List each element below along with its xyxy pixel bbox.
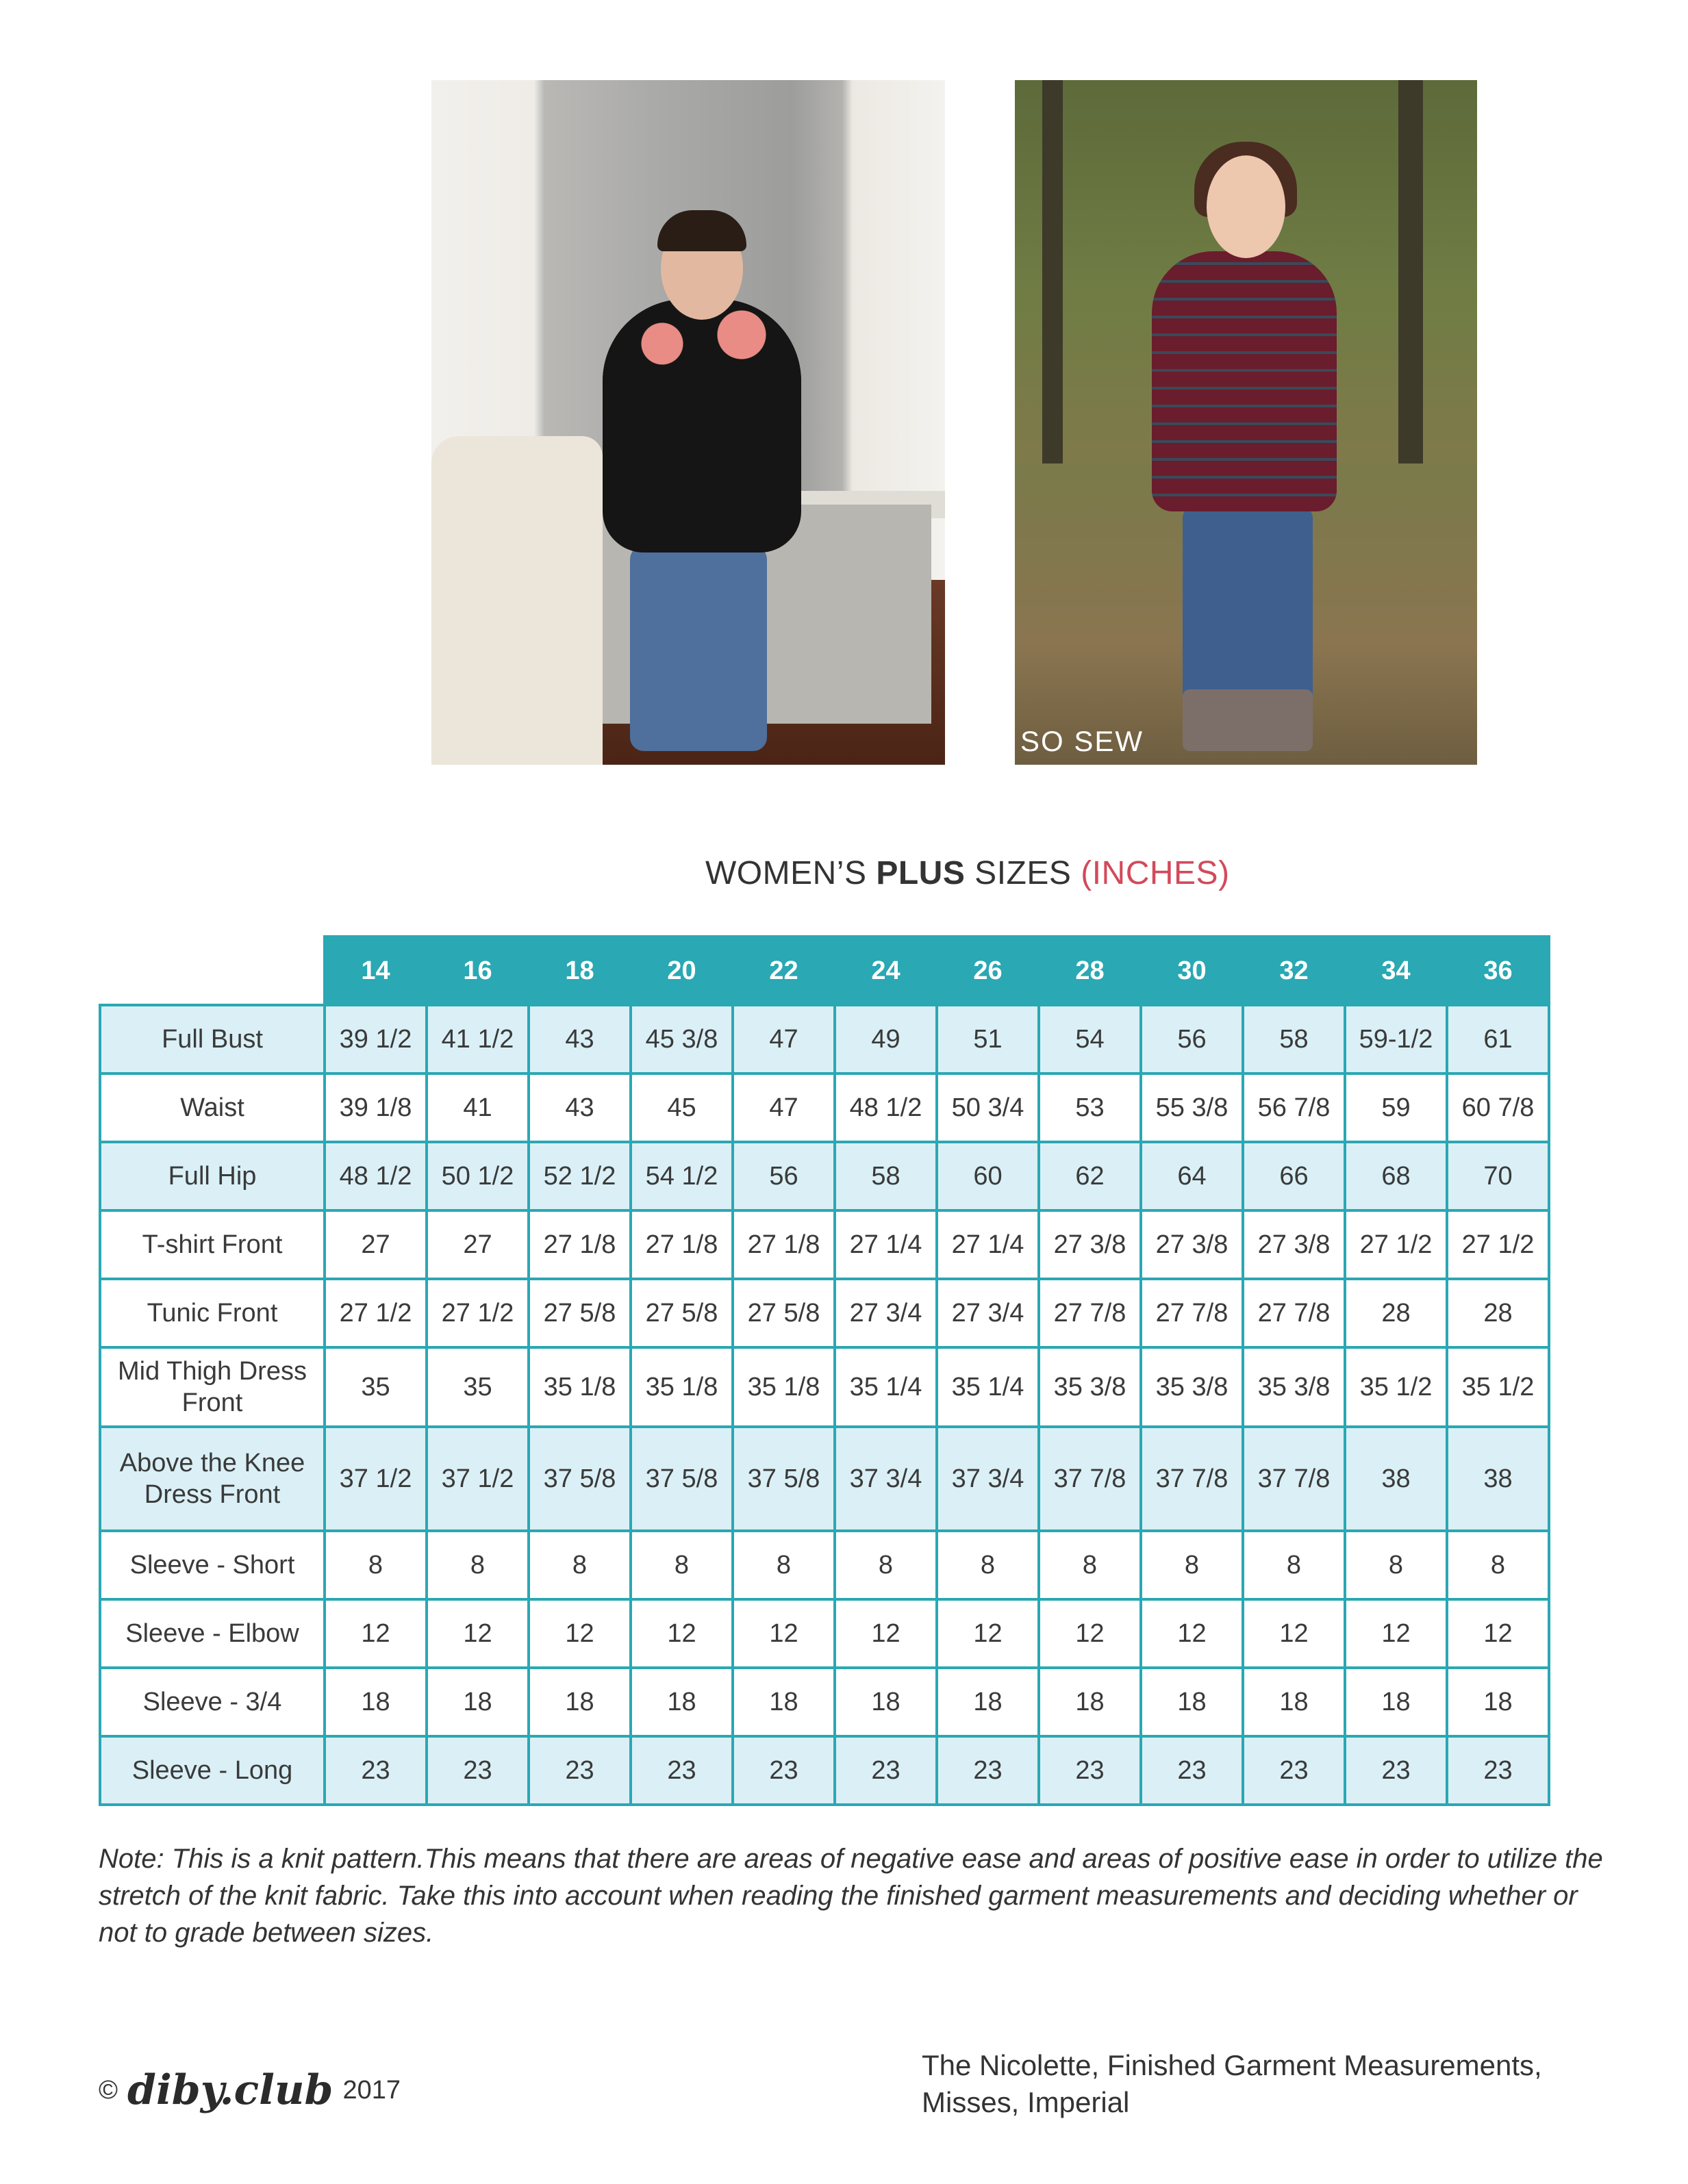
row-label	[100, 1347, 325, 1427]
cell: 35 1/8	[529, 1347, 631, 1427]
size-header: 28	[1039, 937, 1141, 1005]
cell: 27 5/8	[529, 1279, 631, 1347]
row-label: Sleeve - Long	[100, 1736, 325, 1805]
row-tshirt-front	[100, 1210, 1549, 1279]
size-header: 36	[1447, 937, 1549, 1005]
cell: 45 3/8	[631, 1005, 733, 1074]
cell: 27 1/8	[733, 1210, 835, 1279]
cell: 23	[835, 1736, 937, 1805]
cell: 37 7/8	[1039, 1427, 1141, 1531]
row-full-bust	[100, 1005, 1549, 1074]
row-label: Full Hip	[100, 1142, 325, 1210]
size-header: 30	[1141, 937, 1243, 1005]
tree-trunk	[1398, 80, 1423, 491]
person-boots	[1183, 689, 1313, 751]
cell: 47	[733, 1074, 835, 1142]
cell: 12	[1141, 1599, 1243, 1668]
cell: 12	[325, 1599, 427, 1668]
so-sew-watermark: SO SEW	[1020, 725, 1144, 757]
cell: 35 3/8	[1243, 1347, 1345, 1427]
cell: 8	[1141, 1531, 1243, 1599]
cell: 39 1/2	[325, 1005, 427, 1074]
row-tunic-front	[100, 1279, 1549, 1347]
photo-woman-floral-top	[431, 80, 945, 765]
cell: 35	[325, 1347, 427, 1427]
cell: 38	[1345, 1427, 1447, 1531]
cell: 8	[1345, 1531, 1447, 1599]
cell: 27 7/8	[1039, 1279, 1141, 1347]
cell: 27	[427, 1210, 529, 1279]
cell: 23	[1141, 1736, 1243, 1805]
cell: 39 1/8	[325, 1074, 427, 1142]
row-label: Sleeve - Elbow	[100, 1599, 325, 1668]
cell: 18	[835, 1668, 937, 1736]
size-header: 32	[1243, 937, 1345, 1005]
row-label-line: Front	[181, 1388, 243, 1417]
copyright-year: 2017	[342, 2075, 401, 2105]
title-plus: PLUS	[876, 855, 966, 891]
row-label: Sleeve - 3/4	[100, 1668, 325, 1736]
cell: 35 1/2	[1345, 1347, 1447, 1427]
cell: 18	[427, 1668, 529, 1736]
cell: 50 1/2	[427, 1142, 529, 1210]
cell: 45	[631, 1074, 733, 1142]
row-label-line: Dress Front	[144, 1480, 281, 1509]
row-label: T-shirt Front	[100, 1210, 325, 1279]
cell: 35 1/8	[733, 1347, 835, 1427]
row-label: Tunic Front	[100, 1279, 325, 1347]
person-legs	[630, 546, 767, 751]
cell: 27 5/8	[631, 1279, 733, 1347]
size-chart-table	[99, 935, 1550, 1806]
cell: 18	[529, 1668, 631, 1736]
cell: 23	[325, 1736, 427, 1805]
cell: 12	[1345, 1599, 1447, 1668]
row-label	[100, 1427, 325, 1531]
cell: 60 7/8	[1447, 1074, 1549, 1142]
cell: 48 1/2	[835, 1074, 937, 1142]
cell: 27 1/8	[529, 1210, 631, 1279]
row-mid-thigh-dress-front	[100, 1347, 1549, 1427]
photo-woman-plaid-top	[1015, 80, 1477, 765]
cell: 27 1/2	[1447, 1210, 1549, 1279]
cell: 58	[835, 1142, 937, 1210]
cell: 37 3/4	[937, 1427, 1039, 1531]
cell: 8	[835, 1531, 937, 1599]
cell: 12	[937, 1599, 1039, 1668]
cell: 27 1/2	[1345, 1210, 1447, 1279]
cell: 56 7/8	[1243, 1074, 1345, 1142]
cell: 12	[1243, 1599, 1345, 1668]
cell: 18	[1243, 1668, 1345, 1736]
title-part: SIZES	[965, 855, 1081, 891]
row-full-hip	[100, 1142, 1549, 1210]
row-sleeve-elbow	[100, 1599, 1549, 1668]
sofa	[431, 436, 603, 765]
cell: 61	[1447, 1005, 1549, 1074]
cell: 35 1/4	[835, 1347, 937, 1427]
row-label: Sleeve - Short	[100, 1531, 325, 1599]
cell: 12	[427, 1599, 529, 1668]
cell: 18	[325, 1668, 427, 1736]
row-waist	[100, 1074, 1549, 1142]
copyright-line	[99, 2066, 401, 2114]
size-header: 18	[529, 937, 631, 1005]
cell: 27 1/4	[937, 1210, 1039, 1279]
cell: 8	[1243, 1531, 1345, 1599]
cell: 43	[529, 1074, 631, 1142]
caption-line: The Nicolette, Finished Garment Measurements,	[922, 2049, 1542, 2081]
cell: 54 1/2	[631, 1142, 733, 1210]
knit-pattern-note: Note: This is a knit pattern.This means that there are areas of negative ease and areas of positive ease in order to utilize the stretch of the knit fabric. Take this into account when reading the finished garment measurements and deciding whether or not to grade between sizes.	[99, 1844, 1603, 1948]
cell: 12	[733, 1599, 835, 1668]
cell: 27 1/8	[631, 1210, 733, 1279]
cell: 27 3/4	[937, 1279, 1039, 1347]
cell: 27 7/8	[1141, 1279, 1243, 1347]
cell: 35 1/2	[1447, 1347, 1549, 1427]
row-sleeve-short	[100, 1531, 1549, 1599]
cell: 50 3/4	[937, 1074, 1039, 1142]
cell: 37 7/8	[1243, 1427, 1345, 1531]
cell: 37 5/8	[733, 1427, 835, 1531]
cell: 12	[1447, 1599, 1549, 1668]
title-part: WOMEN’S	[705, 855, 877, 891]
cell: 41	[427, 1074, 529, 1142]
size-header: 20	[631, 937, 733, 1005]
person-head	[1207, 155, 1285, 258]
cell: 28	[1447, 1279, 1549, 1347]
cell: 35 1/4	[937, 1347, 1039, 1427]
document-caption	[922, 2047, 1607, 2121]
cell: 23	[427, 1736, 529, 1805]
cell: 8	[325, 1531, 427, 1599]
cell: 12	[1039, 1599, 1141, 1668]
cell: 18	[937, 1668, 1039, 1736]
row-above-knee-dress-front	[100, 1427, 1549, 1531]
size-header: 16	[427, 937, 529, 1005]
cell: 8	[427, 1531, 529, 1599]
cell: 37 7/8	[1141, 1427, 1243, 1531]
cell: 27 3/8	[1039, 1210, 1141, 1279]
row-sleeve-long	[100, 1736, 1549, 1805]
cell: 37 5/8	[529, 1427, 631, 1531]
cell: 43	[529, 1005, 631, 1074]
brand-logo: diby.club	[127, 2066, 333, 2114]
cell: 23	[1447, 1736, 1549, 1805]
cell: 23	[937, 1736, 1039, 1805]
cell: 23	[1039, 1736, 1141, 1805]
person-legs	[1183, 505, 1313, 710]
cell: 66	[1243, 1142, 1345, 1210]
cell: 59-1/2	[1345, 1005, 1447, 1074]
cell: 27 1/2	[325, 1279, 427, 1347]
cell: 8	[733, 1531, 835, 1599]
cell: 27 3/8	[1243, 1210, 1345, 1279]
cell: 60	[937, 1142, 1039, 1210]
cell: 23	[1243, 1736, 1345, 1805]
cell: 35	[427, 1347, 529, 1427]
size-header: 24	[835, 937, 937, 1005]
page-title	[705, 854, 1230, 892]
cell: 28	[1345, 1279, 1447, 1347]
cell: 70	[1447, 1142, 1549, 1210]
cell: 68	[1345, 1142, 1447, 1210]
cell: 27 7/8	[1243, 1279, 1345, 1347]
cell: 18	[1447, 1668, 1549, 1736]
cell: 52 1/2	[529, 1142, 631, 1210]
cell: 8	[1039, 1531, 1141, 1599]
size-header: 14	[325, 937, 427, 1005]
cell: 56	[733, 1142, 835, 1210]
cell: 8	[529, 1531, 631, 1599]
size-header: 26	[937, 937, 1039, 1005]
cell: 64	[1141, 1142, 1243, 1210]
cell: 58	[1243, 1005, 1345, 1074]
cell: 37 5/8	[631, 1427, 733, 1531]
cell: 27 1/4	[835, 1210, 937, 1279]
person-hair	[657, 210, 746, 251]
corner-cell	[100, 937, 325, 1005]
cell: 35 1/8	[631, 1347, 733, 1427]
plaid-top	[1152, 251, 1337, 511]
cell: 41 1/2	[427, 1005, 529, 1074]
cell: 48 1/2	[325, 1142, 427, 1210]
cell: 12	[631, 1599, 733, 1668]
cell: 23	[631, 1736, 733, 1805]
cell: 8	[937, 1531, 1039, 1599]
row-label-line: Above the Knee	[119, 1449, 305, 1477]
caption-line: Misses, Imperial	[922, 2086, 1130, 2118]
cell: 47	[733, 1005, 835, 1074]
cell: 56	[1141, 1005, 1243, 1074]
title-units: (INCHES)	[1081, 855, 1230, 891]
cell: 18	[1345, 1668, 1447, 1736]
cell: 27 5/8	[733, 1279, 835, 1347]
cell: 53	[1039, 1074, 1141, 1142]
cell: 12	[529, 1599, 631, 1668]
cell: 8	[1447, 1531, 1549, 1599]
cell: 59	[1345, 1074, 1447, 1142]
cell: 37 3/4	[835, 1427, 937, 1531]
cell: 27	[325, 1210, 427, 1279]
cell: 8	[631, 1531, 733, 1599]
cell: 23	[529, 1736, 631, 1805]
cell: 55 3/8	[1141, 1074, 1243, 1142]
cell: 12	[835, 1599, 937, 1668]
row-label: Waist	[100, 1074, 325, 1142]
size-header: 34	[1345, 937, 1447, 1005]
row-label-line: Mid Thigh Dress	[118, 1357, 307, 1386]
cell: 23	[1345, 1736, 1447, 1805]
cell: 35 3/8	[1039, 1347, 1141, 1427]
cell: 18	[1039, 1668, 1141, 1736]
header-row	[100, 937, 1549, 1005]
size-header: 22	[733, 937, 835, 1005]
cell: 18	[1141, 1668, 1243, 1736]
cell: 62	[1039, 1142, 1141, 1210]
cell: 51	[937, 1005, 1039, 1074]
cell: 54	[1039, 1005, 1141, 1074]
tree-trunk	[1042, 80, 1063, 491]
cell: 18	[631, 1668, 733, 1736]
copyright-symbol: ©	[99, 2075, 118, 2105]
row-label: Full Bust	[100, 1005, 325, 1074]
cell: 23	[733, 1736, 835, 1805]
cell: 27 3/8	[1141, 1210, 1243, 1279]
cell: 37 1/2	[325, 1427, 427, 1531]
cell: 18	[733, 1668, 835, 1736]
cell: 35 3/8	[1141, 1347, 1243, 1427]
cell: 37 1/2	[427, 1427, 529, 1531]
cell: 27 3/4	[835, 1279, 937, 1347]
row-sleeve-three-quarter	[100, 1668, 1549, 1736]
cell: 49	[835, 1005, 937, 1074]
cell: 27 1/2	[427, 1279, 529, 1347]
cell: 38	[1447, 1427, 1549, 1531]
